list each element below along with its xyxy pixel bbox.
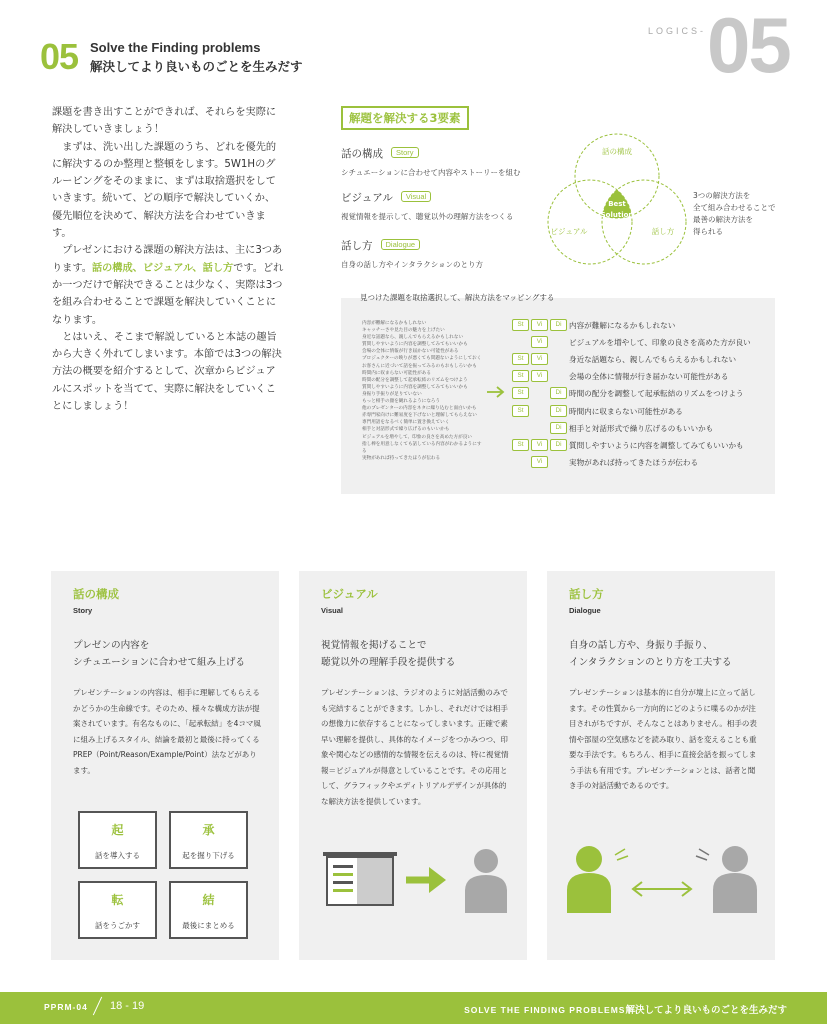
card-headline (569, 637, 769, 671)
kishou-box (169, 881, 248, 939)
issue-item: 他のプレゼンターの内容をネタに繰り込むと面白いかも (362, 406, 477, 412)
person-icon (474, 849, 498, 873)
mapping-row-text: 内容が難解になるかもしれない (569, 321, 676, 330)
mapping-row (512, 387, 772, 401)
mapping-tag-badge: Vi (531, 319, 548, 331)
mapping-row (512, 336, 772, 350)
issue-item: 質問しやすいように内容を調整してみてもいいかも (362, 342, 468, 348)
card-headline-line: シチュエーションに合わせて組み上げる (73, 657, 246, 668)
card-headline-line: 視覚情報を掲げることで (321, 640, 427, 651)
page-numbers: 18 - 19 (110, 1000, 145, 1012)
logics-label: LOGICS- (648, 26, 707, 36)
mapping-row (512, 370, 772, 384)
kishou-box (78, 811, 157, 869)
element-name: 話の構成 (341, 148, 383, 160)
kishou-box (169, 811, 248, 869)
kishou-desc: 最後にまとめる (182, 921, 235, 930)
presentation-screen-illustration (321, 847, 511, 917)
three-elements-title: 解題を解決する3要素 (341, 106, 469, 130)
mapping-row-text: 実物があれば持ってきたほうが伝わる (569, 457, 699, 467)
kishou-char: 結 (202, 893, 215, 907)
venn-diagram (545, 130, 690, 272)
kishou-box (78, 881, 157, 939)
mapping-row-text: ビジュアルを増やして、印象の良さを高めた方が良い (569, 338, 751, 348)
issue-item: 実物があれば持ってきたほうが伝わる (362, 455, 441, 461)
venn-center-line2: Solution (600, 211, 634, 219)
mapping-tag-badge: Vi (531, 456, 548, 468)
issue-item: 指し棒を用意しなくても話している内容がわかるようにする (362, 441, 482, 454)
mapping-row (512, 439, 772, 453)
issue-item: 相手と対話形式で繰り広げるのもいいかも (362, 427, 450, 433)
venn-note (693, 190, 776, 238)
mapping-arrow-icon (486, 385, 506, 399)
mapping-tag-badge: St (512, 319, 529, 331)
footer-title-jp: 解決してより良いものごとを生みだす (625, 1005, 787, 1016)
element-tag: Story (391, 147, 419, 158)
venn-note-line: 全て組み合わせることで (693, 203, 776, 212)
mapping-tag-badge: Di (550, 405, 567, 417)
intro-paragraph: 課題を書き出すことができれば、それらを実際に解決していきましょう！ (52, 107, 277, 136)
intro-paragraph: まずは、洗い出した課題のうち、どれを優先的に解決するのか整理と整頓をします。5W1Hのグルーピングをそのままに、まずは取捨選択をしていきます。続いて、どの順序で解決していくか、優先順位を決めて、解決方法を合わせていきます。 (52, 141, 277, 240)
dialogue-illustration (565, 835, 765, 917)
footer-title (464, 1002, 787, 1016)
screen-bar-icon (323, 852, 397, 856)
venn-label-left: ビジュアル (550, 227, 588, 236)
mapping-row (512, 422, 772, 436)
card-subtitle: Story (73, 606, 93, 615)
element-desc: 自身の話し方やインタラクションのとり方 (341, 260, 484, 269)
mapping-row (512, 353, 772, 367)
section-title-en: Solve the Finding problems (90, 40, 261, 55)
mapping-row (512, 456, 772, 470)
mapping-tag-badge: Di (550, 422, 567, 434)
mapping-tag-badge: Vi (531, 336, 548, 348)
kishou-desc: 話をうごかす (95, 921, 140, 930)
intro-paragraph (52, 242, 284, 328)
card-body: プレゼンテーションは基本的に自分が壇上に立って話します。その性質から一方向的にどのように喋るのかが注目されがちですが、そんなことはありません。相手の表情や部屋の空気感などを読み取り、話を変えることも重要な手法です。もちろん、相手に直接会話を振ってしまう手法も有用です。プレゼンテーションとは、話者と聞き手の対話活動であるのです。 (569, 688, 757, 790)
card-story (51, 571, 279, 960)
venn-note-line: 最善の解決方法を (693, 215, 753, 224)
issue-item: 身振り手振りが足りていない (362, 391, 422, 397)
element-dialogue (341, 238, 483, 270)
intro-text-segment: です。どれか一つだけで解決できることは少なく、実際は3つを組み合わせることで課題を解決していくことになります。 (52, 262, 284, 326)
card-headline-line: インタラクションのとり方を工夫する (569, 657, 732, 668)
element-desc: 視覚情報を提示して、聴覚以外の理解方法をつくる (341, 212, 514, 221)
mapping-tag-badge: St (512, 353, 529, 365)
issue-item: 専門用語をなるべく簡単に置き換えていく (362, 420, 450, 426)
element-desc: シチュエーションに合わせて内容やストーリーを組む (341, 168, 521, 177)
kishou-char: 転 (111, 893, 124, 907)
kishou-char: 起 (111, 823, 124, 837)
mapping-tag-badge: Vi (531, 439, 548, 451)
listener-speech-icon (699, 849, 709, 855)
intro-highlight: 話の構成、ビジュアル、話し方 (91, 262, 234, 274)
speaker-icon (576, 846, 602, 872)
mapping-tag-badge: Di (550, 387, 567, 399)
mapping-tag-badge: Vi (531, 353, 548, 365)
venn-center-line1: Best (608, 200, 626, 208)
element-visual (341, 190, 513, 222)
venn-label-right: 話し方 (651, 227, 675, 236)
card-title: 話し方 (569, 587, 604, 601)
intro-text (52, 104, 284, 415)
card-headline-line: 自身の話し方や、身振り手振り、 (569, 640, 713, 651)
issue-item: 時間内に収まらない可能性がある (362, 370, 431, 376)
mapping-tag-badge: Vi (531, 370, 548, 382)
issue-item: ビジュアルを増やして、印象の良さを高めた方が良い (362, 434, 472, 440)
card-headline-line: プレゼンの内容を (73, 640, 150, 651)
card-headline-line: 聴覚以外の理解手段を提供する (321, 657, 456, 668)
card-dialogue (547, 571, 775, 960)
intro-text-segment: プレゼンにおける課題の解決方法は、主に3つあります。 (52, 245, 283, 274)
element-tag: Dialogue (381, 239, 421, 250)
card-visual (299, 571, 527, 960)
issue-item: キャッチーさや見た目の魅力を上げたい (362, 328, 445, 334)
issue-list (362, 320, 484, 462)
section-number: 05 (40, 36, 79, 77)
mapping-row-text: 会場の全体に情報が行き届かない可能性がある (569, 372, 729, 382)
issue-item: 会場の全体に情報が行き届かない可能性がある (362, 349, 459, 355)
issue-item: お客さんに近づいて話を振ってみるのもおもしろいかも (362, 363, 477, 369)
kishou-desc: 起を掘り下げる (182, 851, 235, 860)
venn-circle-visual (548, 180, 632, 264)
listener-icon (722, 846, 748, 872)
card-body: プレゼンテーションの内容は、相手に理解してもらえるかどうかの生命線です。そのため、様々な構成方法が提案されています。有名なものに、「起承転結」を4コマ風に組み上げるスタイル、結論を最初と最後に持ってくるPREP（Point/Reason/Example/Point）法などがあります。 (73, 688, 261, 775)
mapping-row-text: 身近な話題なら、親しんでもらえるかもしれない (569, 355, 737, 365)
mapping-tag-badge: St (512, 370, 529, 382)
element-name: ビジュアル (341, 192, 393, 204)
element-story (341, 146, 520, 178)
big-section-number: 05 (707, 1, 790, 89)
mapping-row (512, 405, 772, 419)
mapping-tag-badge: St (512, 405, 529, 417)
issue-item: 時間の配分を調整して起承転結のリズムをつけよう (362, 377, 468, 383)
mapping-caption: 見つけた課題を取捨選択して、解決方法をマッピングする (360, 293, 555, 302)
mapping-tag-badge: Di (550, 439, 567, 451)
intro-paragraph: とはいえ、そこまで解説していると本誌の趣旨から大きく外れてしまいます。本節では3つの解決方法の概要を紹介するとして、次章からビジュアルにスポットを当てて、実際に解決をしていくことにしましょう！ (52, 331, 282, 413)
card-subtitle: Visual (321, 606, 343, 615)
speech-lines-icon (615, 849, 625, 855)
issue-item: もっと相手の顔を観れるようになろう (362, 399, 441, 405)
mapping-tag-badge: Di (550, 319, 567, 331)
card-headline (321, 637, 521, 671)
issue-item: 内容が難解になるかもしれない (362, 321, 427, 326)
venn-note-line: 得られる (693, 227, 723, 236)
mapping-row-text: 質問しやすいように内容を調整してみてもいいかも (569, 440, 744, 450)
mapping-row-text: 時間の配分を調整して起承転結のリズムをつけよう (569, 389, 744, 399)
card-headline (73, 637, 273, 671)
element-name: 話し方 (341, 240, 373, 252)
issue-item: 身近な話題なら、親しんでもらえるかもしれない (362, 335, 464, 341)
card-body: プレゼンテーションは、ラジオのように対話活動のみでも完結することができます。しかし、それだけでは相手の想像力に依存することになってしまいます。正確で素早い理解を提供し、具体的なイメージをつかみつつ、印象や関心などの感情的な情報を伝えるのは、特に視覚情報＝ビジュアルが得意としていることです。その応用として、グラフィックやエディトリアルデザインが具体的な解決方法を提供しています。 (321, 688, 509, 806)
element-tag: Visual (401, 191, 431, 202)
issue-item: プロジェクターの映りが悪くても問題ないようにしておく (362, 356, 482, 362)
card-title: 話の構成 (73, 587, 119, 601)
card-subtitle: Dialogue (569, 606, 601, 615)
issue-item: 質問しやすいように内容を調整してみてもいいかも (362, 384, 468, 390)
kishou-char: 承 (202, 823, 215, 837)
kishou-desc: 話を導入する (95, 851, 140, 860)
mapping-row-text: 相手と対話形式で繰り広げるのもいいかも (569, 423, 714, 433)
mapping-row (512, 319, 772, 333)
footer-title-en: SOLVE THE FINDING PROBLEMS (464, 1005, 626, 1015)
venn-note-line: 3つの解決方法を (693, 191, 751, 200)
section-title-jp: 解決してより良いものごとを生みだす (90, 59, 303, 74)
card-title: ビジュアル (321, 587, 378, 601)
mapping-row-text: 時間内に収まらない可能性がある (569, 406, 683, 416)
footer-code: PPRM-04 (44, 1002, 88, 1012)
mapping-tag-badge: St (512, 439, 529, 451)
venn-label-top: 話の構成 (602, 147, 632, 156)
mapping-tag-badge: St (512, 387, 529, 399)
issue-item: 赤専門家向けに難易度を下げないと理解してもらえない (362, 413, 477, 419)
